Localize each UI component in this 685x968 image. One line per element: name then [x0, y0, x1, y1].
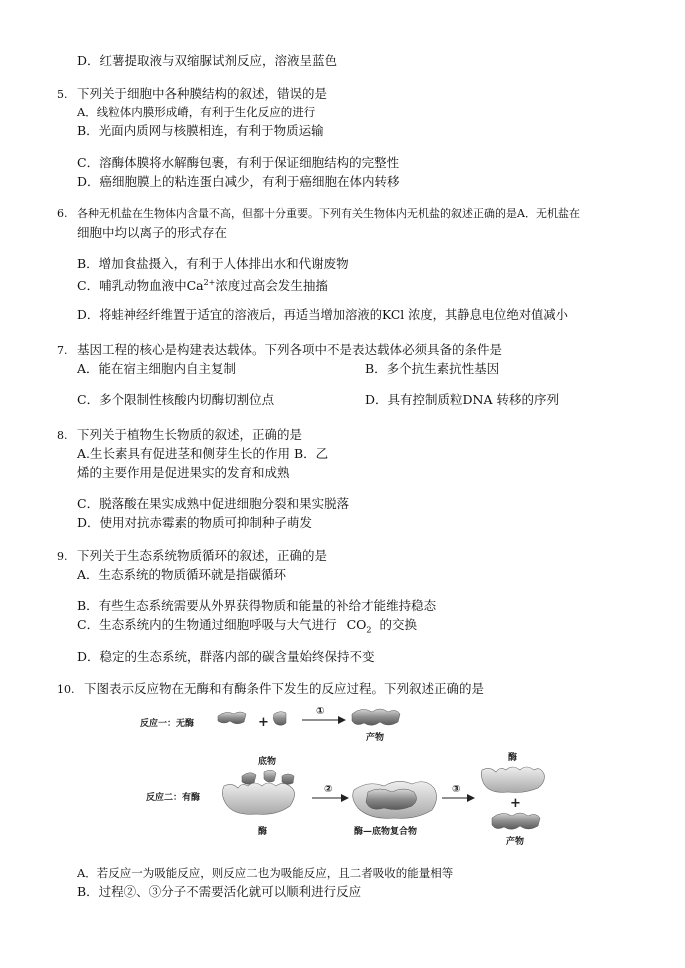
q7-option-d: D．具有控制质粒DNA 转移的序列: [365, 392, 559, 407]
q5-stem-text: 下列关于细胞中各种膜结构的叙述，错误的是: [77, 86, 328, 101]
q8-option-ab-line2: 烯的主要作用是促进果实的发育和成熟: [77, 465, 290, 480]
reactant-molecule-b: [273, 712, 286, 726]
q10-option-a: A．若反应一为吸能反应，则反应二也为吸能反应，且二者吸收的能量相等: [77, 866, 454, 880]
substrate-label: 底物: [258, 757, 277, 767]
q9-option-c-post: 的交换: [379, 617, 417, 632]
q6-option-c-pre: C．哺乳动物血液中Ca: [77, 278, 204, 294]
reaction2-label: 反应二：有酶: [146, 793, 201, 803]
q8-option-ab-line1: A.生长素具有促进茎和侧芽生长的作用 B．乙: [77, 446, 329, 461]
q8-option-d: D．使用对抗赤霉素的物质可抑制种子萌发: [77, 515, 313, 530]
q7-stem: [57, 342, 502, 359]
q6-number: 6.: [57, 207, 68, 220]
q5-option-b: B．光面内质网与核膜相连，有利于物质运输: [77, 123, 324, 138]
complex-substrate-core: [366, 789, 417, 810]
q7-number: 7.: [57, 344, 68, 357]
q10-stem-text: 下图表示反应物在无酶和有酶条件下发生的反应过程。下列叙述正确的是: [84, 681, 485, 696]
q5-option-d: D．癌细胞膜上的粘连蛋白减少，有利于癌细胞在体内转移: [77, 174, 400, 189]
q9-number: 9.: [57, 550, 68, 563]
q9-option-c: [77, 617, 417, 639]
q6-option-b: B．增加食盐摄入，有利于人体排出水和代谢废物: [77, 256, 349, 271]
product-molecule-2: [492, 813, 540, 829]
q7-option-b: B．多个抗生素抗性基因: [365, 361, 500, 376]
q9-option-c-sub: 2: [366, 625, 372, 635]
q6-option-c: [77, 275, 328, 294]
q9-option-c-pre: C．生态系统内的生物通过细胞呼吸与大气进行: [77, 617, 337, 632]
q10-option-b: B．过程②、③分子不需要活化就可以顺利进行反应: [77, 884, 362, 899]
q6-stem-line1: 各种无机盐在生物体内含量不高，但都十分重要。下列有关生物体内无机盐的叙述正确的是A．无机盐在: [77, 207, 580, 220]
q4-option-d: D．红薯提取液与双缩脲试剂反应，溶液呈蓝色: [77, 53, 338, 68]
product-label-1: 产物: [366, 733, 385, 743]
q6-stem-line2: 细胞中均以离子的形式存在: [77, 225, 228, 240]
q6-option-d: D．将蛙神经纤维置于适宜的溶液后，再适当增加溶液的KCl 浓度，其静息电位绝对值减小: [77, 308, 568, 322]
q10-number: 10.: [57, 683, 75, 696]
q9-stem: [57, 548, 327, 565]
product-molecule-1: [352, 709, 400, 725]
q6-option-c-post: 浓度过高会发生抽搐: [215, 278, 328, 294]
step-3-label: ③: [452, 784, 461, 795]
q9-option-a: A．生态系统的物质循环就是指碳循环: [77, 567, 287, 582]
enzyme-label: 酶: [258, 827, 268, 837]
q8-stem: [57, 427, 302, 444]
q8-option-c: C．脱落酸在果实成熟中促进细胞分裂和果实脱落: [77, 496, 350, 511]
q10-stem: [57, 681, 484, 698]
plus-sign-2: +: [510, 796, 521, 811]
q9-option-c-co: CO: [346, 617, 367, 632]
q8-stem-text: 下列关于植物生长物质的叙述，正确的是: [77, 427, 303, 442]
reactant-molecule-a: [218, 712, 246, 724]
enzyme-reaction-figure: [140, 700, 560, 850]
q7-option-c: C．多个限制性核酸内切酶切割位点: [77, 392, 275, 407]
q8-number: 8.: [57, 429, 68, 442]
step-2-label: ②: [324, 784, 333, 795]
q5-option-a: A．线粒体内膜形成嵴，有利于生化反应的进行: [77, 105, 316, 119]
product-label-2: 产物: [506, 837, 525, 847]
plus-sign-1: +: [258, 715, 269, 730]
q9-stem-text: 下列关于生态系统物质循环的叙述，正确的是: [77, 548, 328, 563]
reaction1-label: 反应一：无酶: [140, 719, 195, 729]
q9-option-b: B．有些生态系统需要从外界获得物质和能量的补给才能维持稳态: [77, 598, 437, 613]
q7-option-a: A．能在宿主细胞内自主复制: [77, 361, 237, 376]
q6-option-c-sup: 2+: [203, 278, 216, 287]
q9-option-d: D．稳定的生态系统，群落内部的碳含量始终保持不变: [77, 649, 375, 664]
q5-number: 5.: [57, 88, 68, 101]
q5-option-c: C．溶酶体膜将水解酶包裹，有利于保证细胞结构的完整性: [77, 155, 400, 170]
released-enzyme-shape: [481, 767, 544, 793]
q6-stem: [57, 206, 580, 222]
enzyme-shape: [222, 783, 294, 814]
q5-stem: [57, 86, 327, 103]
enzyme-label-2: 酶: [508, 753, 518, 763]
q7-stem-text: 基因工程的核心是构建表达载体。下列各项中不是表达载体必须具备的条件是: [77, 342, 503, 357]
step-1-label: ①: [316, 706, 325, 717]
complex-label: 酶—底物复合物: [354, 827, 418, 837]
substrate-molecules: [242, 770, 294, 784]
